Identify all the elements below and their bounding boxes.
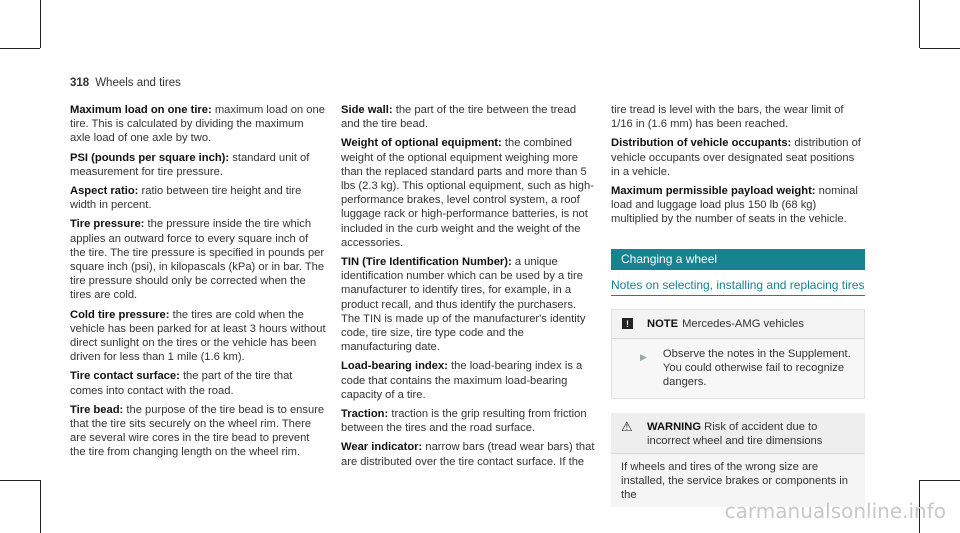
- page-number: 318: [70, 77, 90, 89]
- column-middle: [341, 103, 596, 474]
- crop-mark: [920, 48, 960, 49]
- definition-term: Side wall:: [341, 104, 393, 116]
- definition: [70, 308, 326, 365]
- definition-term: Maximum load on one tire:: [70, 104, 212, 116]
- definition: [341, 407, 596, 435]
- crop-mark: [919, 0, 920, 48]
- definition-term: TIN (Tire Identification Number):: [341, 256, 512, 269]
- chapter-title: Wheels and tires: [95, 77, 181, 89]
- note-body: [612, 339, 864, 398]
- crop-mark: [40, 0, 41, 48]
- definition-text: the pressure inside the tire which applies an outward force to every square inch of the tire. The tire pressure is specified in pounds per square inch (psi), in kilopascals (kPa) or in bar. The tire pressure should only be corrected when the tires are cold.: [70, 218, 325, 302]
- definition-text: the part of the tire that comes into contact with the road.: [70, 370, 293, 397]
- definition-text: the part of the tire between the tread and the tire bead.: [341, 104, 577, 131]
- definition-text: ratio between tire height and tire width in percent.: [70, 185, 302, 212]
- definition: [341, 359, 596, 402]
- definition: [341, 136, 596, 250]
- section-subheading: Notes on selecting, installing and replacing tires: [611, 278, 865, 296]
- definition: [70, 217, 326, 302]
- warning-triangle-icon: ⚠: [621, 418, 633, 434]
- definition-text: the combined weight of the optional equipment weighing more than the replaced standard parts and more than 5 lbs (2.3 kg). This optional equipment, such as high-performance brakes, level control system, a roof luggage rack or high-performance batteries, is not included in the curb weight and the weight of the accessories.: [341, 137, 594, 249]
- note-title: Mercedes-AMG vehicles: [682, 317, 804, 330]
- note-label: NOTE: [647, 317, 679, 330]
- warning-box: [611, 413, 865, 507]
- note-text: Observe the notes in the Supplement. You could otherwise fail to recognize dangers.: [662, 348, 851, 389]
- definition-text: the purpose of the tire bead is to ensure that the tire sits securely on the wheel rim. There are several wire cores in the tire bead to prevent the tire from changing length on the wheel rim.: [70, 403, 325, 459]
- definition-term: Tire bead:: [70, 403, 124, 416]
- definition-term: Distribution of vehicle occupants:: [611, 137, 792, 150]
- definition: [341, 103, 596, 131]
- definition: [70, 151, 326, 179]
- definition-text: the load-bearing index is a code that contains the maximum load-bearing capacity of a tire.: [341, 360, 583, 401]
- definition-term: Traction:: [341, 408, 389, 421]
- page-header: [70, 77, 181, 89]
- definition-term: Aspect ratio:: [70, 185, 139, 198]
- definition: [70, 184, 326, 212]
- warning-label: WARNING: [647, 420, 702, 433]
- column-right: [611, 103, 865, 507]
- definition-text: narrow bars (tread wear bars) that are distributed over the tire contact surface. If the: [341, 441, 595, 468]
- definition: [70, 403, 326, 460]
- definition-term: Cold tire pressure:: [70, 308, 170, 321]
- definition-text: maximum load on one tire. This is calculated by dividing the maximum axle load of one axle by two.: [70, 104, 325, 145]
- definition-term: Wear indicator:: [341, 441, 423, 454]
- warning-header: [611, 413, 865, 454]
- warning-title: Risk of accident due to incorrect wheel and tire dimensions: [647, 420, 823, 447]
- note-header: [612, 310, 864, 339]
- definition: [341, 440, 596, 468]
- definition-term: Maximum permissible payload weight:: [611, 185, 816, 198]
- definition-text: traction is the grip resulting from friction between the tires and the road surface.: [341, 408, 587, 435]
- crop-mark: [0, 480, 40, 481]
- definition-term: Tire contact surface:: [70, 370, 180, 383]
- definition: [341, 255, 596, 354]
- definition-text: a unique identification number which can be used by a tire manufacturer to identify tires, for example, in a product recall, and thus identify the purchasers. The TIN is made up of the manufacturer's identity code, tire size, tire type code and the manufacturing date.: [341, 256, 586, 354]
- definition: [70, 103, 326, 146]
- definition: [611, 136, 865, 179]
- definition-term: Load-bearing index:: [341, 360, 448, 373]
- definition-text: distribution of vehicle occupants over designated seat positions in a vehicle.: [611, 137, 861, 178]
- warning-body: If wheels and tires of the wrong size are installed, the service brakes or components in the: [611, 454, 865, 507]
- definition-text: standard unit of measurement for tire pressure.: [70, 151, 310, 178]
- crop-mark: [920, 480, 960, 481]
- definition-term: Tire pressure:: [70, 218, 145, 231]
- definition-term: Weight of optional equipment:: [341, 137, 502, 150]
- definition: [70, 369, 326, 397]
- definition-text: nominal load and luggage load plus 150 lb (68 kg) multiplied by the number of seats in the vehicle.: [611, 185, 858, 226]
- section-heading: Changing a wheel: [611, 249, 865, 270]
- definition: [611, 184, 865, 227]
- continued-text: tire tread is level with the bars, the wear limit of 1/16 in (1.6 mm) has been reached.: [611, 104, 844, 131]
- arrow-right-icon: ▶: [640, 352, 647, 363]
- note-box: [611, 309, 865, 399]
- definition-text: the tires are cold when the vehicle has been parked for at least 3 hours without direct sunlight on the tires or the vehicle has been driven for less than 1 mile (1.6 km).: [70, 308, 326, 364]
- crop-mark: [40, 480, 41, 533]
- crop-mark: [0, 48, 40, 49]
- definition-term: PSI (pounds per square inch):: [70, 151, 230, 164]
- exclamation-icon: !: [622, 318, 633, 329]
- watermark: carmanualsonline.info: [724, 499, 946, 523]
- column-left: [70, 103, 326, 465]
